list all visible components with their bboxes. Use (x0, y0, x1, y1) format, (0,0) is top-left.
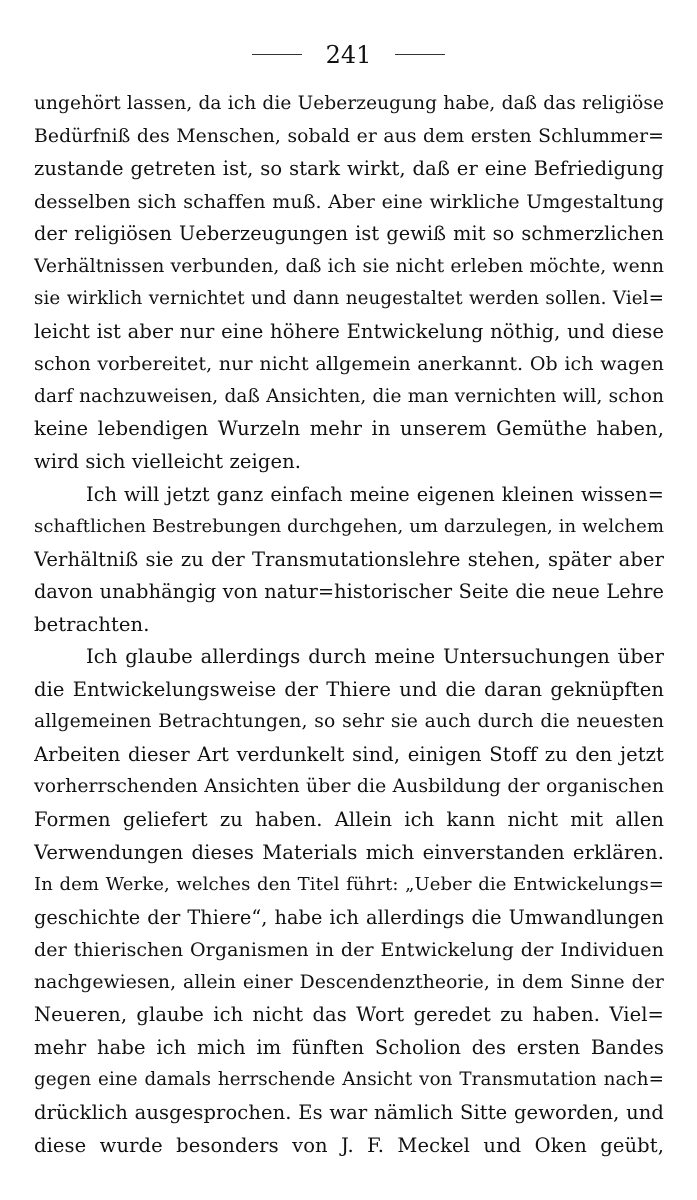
text-line: mehr habe ich mich im fünften Scholion des ersten Bandes (34, 1035, 664, 1059)
text-line: leicht ist aber nur eine höhere Entwickelung nöthig, und diese (34, 319, 664, 343)
text-line: Ich glaube allerdings durch meine Untersuchungen über (86, 645, 664, 669)
text-line: Arbeiten dieser Art verdunkelt sind, einigen Stoff zu den jetzt (34, 742, 664, 766)
text-line: vorherrschenden Ansichten über die Ausbildung der organischen (34, 776, 664, 798)
text-line: Neueren, glaube ich nicht das Wort geredet zu haben. Viel= (34, 1003, 664, 1027)
text-line: schaftlichen Bestrebungen durchgehen, um darzulegen, in welchem (34, 516, 664, 538)
text-line: Ich will jetzt ganz einfach meine eigenen kleinen wissen= (86, 482, 664, 506)
text-line: davon unabhängig von natur=historischer Seite die neue Lehre (34, 580, 664, 604)
header-rule-right (395, 54, 445, 55)
body-text (34, 88, 664, 1162)
text-line: diese wurde besonders von J. F. Meckel und Oken geübt, (34, 1133, 664, 1157)
text-line: der religiösen Ueberzeugungen ist gewiß mit so schmerzlichen (34, 222, 664, 246)
text-line: drücklich ausgesprochen. Es war nämlich Sitte geworden, und (34, 1100, 664, 1124)
text-line: wird sich vielleicht zeigen. (34, 450, 302, 474)
text-line: Bedürfniß des Menschen, sobald er aus dem ersten Schlummer= (34, 125, 664, 147)
text-line: darf nachzuweisen, daß Ansichten, die man vernichten will, schon (34, 385, 664, 407)
text-line: Verhältnissen verbunden, daß ich sie nicht erleben möchte, wenn (34, 255, 664, 277)
text-line: Formen geliefert zu haben. Allein ich kann nicht mit allen (34, 808, 664, 832)
text-line: gegen eine damals herrschende Ansicht von Transmutation nach= (34, 1069, 664, 1091)
text-line: In dem Werke, welches den Titel führt: „Ueber die Entwickelungs= (34, 874, 664, 896)
text-line: desselben sich schaffen muß. Aber eine wirkliche Umgestaltung (34, 190, 664, 213)
page-header (0, 36, 697, 70)
text-line: Verwendungen dieses Materials mich einverstanden erklären. (34, 840, 664, 864)
header-rule-left (252, 54, 302, 55)
text-line: keine lebendigen Wurzeln mehr in unserem Gemüthe haben, (34, 417, 664, 441)
text-line: betrachten. (34, 612, 150, 636)
text-line: geschichte der Thiere“, habe ich allerdings die Umwandlungen (34, 905, 664, 929)
text-line: schon vorbereitet, nur nicht allgemein anerkannt. Ob ich wagen (34, 353, 664, 376)
text-line: allgemeinen Betrachtungen, so sehr sie auch durch die neuesten (34, 711, 664, 733)
text-line: ungehört lassen, da ich die Ueberzeugung habe, daß das religiöse (34, 93, 664, 114)
text-line: nachgewiesen, allein einer Descendenztheorie, in dem Sinne der (34, 971, 664, 993)
text-line: der thierischen Organismen in der Entwickelung der Individuen (34, 939, 664, 962)
text-line: Verhältniß sie zu der Transmutationslehre stehen, später aber (34, 547, 664, 571)
page-number: 241 (325, 40, 372, 69)
text-line: zustande getreten ist, so stark wirkt, daß er eine Befriedigung (34, 157, 664, 181)
text-line: sie wirklich vernichtet und dann neugestaltet werden sollen. Viel= (34, 288, 664, 310)
text-line: die Entwickelungsweise der Thiere und die daran geknüpften (34, 677, 664, 701)
